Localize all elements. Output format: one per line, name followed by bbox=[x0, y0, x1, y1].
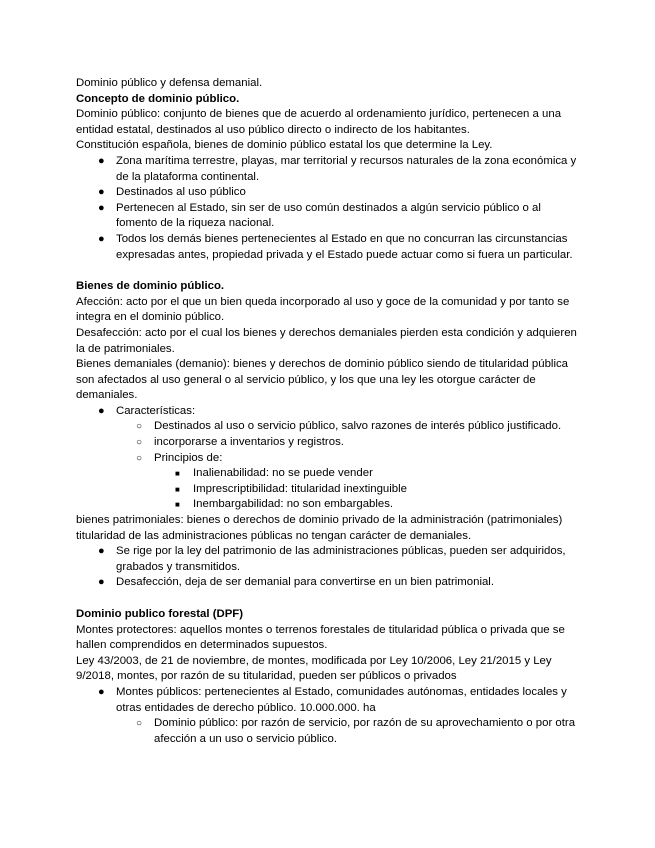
bullet-circle-icon: ○ bbox=[136, 437, 143, 449]
concept-heading: Concepto de dominio público. bbox=[76, 92, 240, 105]
list-item bbox=[76, 716, 581, 747]
bullet-disc-icon: ● bbox=[98, 685, 105, 698]
bullet-disc-icon: ● bbox=[98, 576, 105, 589]
bullet-square-icon: ■ bbox=[175, 500, 180, 510]
forestal-heading: Dominio publico forestal (DPF) bbox=[76, 608, 244, 620]
ley-montes-text: Ley 43/2003, de 21 de noviembre, de montes, modificada por Ley 10/2006, Ley 21/2015 y Ley 9/2018, montes, por razón de su titularidad, pueden ser públicos o privados bbox=[76, 654, 552, 683]
concept-constitution: Constitución española, bienes de dominio público estatal los que determine la Ley. bbox=[76, 139, 493, 152]
bullet-disc-icon: ● bbox=[98, 201, 105, 214]
bullet-disc-icon: ● bbox=[98, 154, 105, 167]
bullet-disc-icon: ● bbox=[98, 186, 105, 199]
list-item-text: Dominio público: por razón de servicio, por razón de su aprovechamiento o por otra afección a un uso o servicio público. bbox=[154, 717, 576, 745]
caracteristicas-list bbox=[76, 404, 581, 513]
concept-definition: Dominio público: conjunto de bienes que de acuerdo al ordenamiento jurídico, pertenecen a una entidad estatal, destinados al uso público directo o indirecto de los habitantes. bbox=[76, 108, 562, 136]
list-item-text: Destinados al uso público bbox=[116, 186, 246, 199]
list-item bbox=[76, 482, 581, 498]
list-item-text: Desafección, deja de ser demanial para convertirse en un bien patrimonial. bbox=[116, 576, 495, 589]
list-item-text: Zona marítima terrestre, playas, mar territorial y recursos naturales de la zona económica y de la plataforma continental. bbox=[116, 154, 577, 183]
list-item bbox=[76, 154, 581, 185]
section-gap bbox=[76, 591, 581, 607]
patrimoniales-definition: bienes patrimoniales: bienes o derechos de dominio privado de la administración (patrimoniales) titularidad de las administraciones públicas no tengan carácter de demaniales. bbox=[76, 514, 563, 542]
list-item bbox=[76, 544, 581, 575]
afeccion-definition: Afección: acto por el que un bien queda incorporado al uso y goce de la comunidad y por tanto se integra en el dominio público. bbox=[76, 295, 570, 324]
bienes-heading: Bienes de dominio público. bbox=[76, 280, 225, 293]
montes-protectores-definition: Montes protectores: aquellos montes o terrenos forestales de titularidad pública o privada que se hallen comprendidos en determinados supuestos. bbox=[76, 623, 565, 652]
list-item bbox=[76, 419, 581, 435]
list-item bbox=[76, 435, 581, 451]
list-item bbox=[76, 497, 581, 513]
patrimoniales-list bbox=[76, 544, 581, 591]
list-item-text: Inalienabilidad: no se puede vender bbox=[193, 467, 373, 480]
demaniales-definition: Bienes demaniales (demanio): bienes y derechos de dominio público siendo de titularidad pública son afectados al uso general o al servicio público, y los que una ley les otorgue carácter de demaniales. bbox=[76, 358, 568, 402]
list-item-text: Todos los demás bienes pertenecientes al Estado en que no concurran las circunstancias expresadas antes, propiedad privada y el Estado puede actuar como si fuera un particular. bbox=[116, 232, 573, 261]
list-item-text: Destinados al uso o servicio público, salvo razones de interés público justificado. bbox=[154, 420, 562, 433]
list-item bbox=[76, 451, 581, 467]
list-item-text: Montes públicos: pertenecientes al Estado, comunidades autónomas, entidades locales y otras entidades de derecho público. 10.000.000. ha bbox=[116, 685, 567, 714]
list-item bbox=[76, 185, 581, 201]
bullet-disc-icon: ● bbox=[98, 545, 105, 558]
concept-bullet-list bbox=[76, 154, 581, 263]
document-title-line: Dominio público y defensa demanial. bbox=[76, 77, 263, 89]
montes-list bbox=[76, 685, 581, 747]
list-item bbox=[76, 575, 581, 591]
bullet-circle-icon: ○ bbox=[136, 718, 143, 730]
bullet-disc-icon: ● bbox=[98, 404, 105, 417]
list-item-text: Inembargabilidad: no son embargables. bbox=[193, 498, 394, 511]
bullet-square-icon: ■ bbox=[175, 469, 180, 479]
list-item-text: Principios de: bbox=[154, 451, 223, 464]
list-item bbox=[76, 232, 581, 263]
list-item bbox=[76, 685, 581, 716]
desafeccion-definition: Desafección: acto por el cual los bienes y derechos demaniales pierden esta condición y adquieren la de patrimoniales. bbox=[76, 326, 577, 355]
bullet-square-icon: ■ bbox=[175, 484, 180, 494]
list-item-text: Se rige por la ley del patrimonio de las administraciones públicas, pueden ser adquiridos, grabados y transmitidos. bbox=[116, 545, 566, 573]
document-body bbox=[76, 76, 581, 747]
list-item-text: Pertenecen al Estado, sin ser de uso común destinados a algún servicio público o al fomento de la riqueza nacional. bbox=[116, 201, 541, 230]
list-item-text: Imprescriptibilidad: titularidad inextinguible bbox=[193, 482, 408, 495]
list-item bbox=[76, 466, 581, 482]
section-gap bbox=[76, 263, 581, 279]
list-item-text: Características: bbox=[116, 404, 196, 417]
bullet-circle-icon: ○ bbox=[136, 452, 143, 464]
list-item bbox=[76, 404, 581, 420]
list-item-text: incorporarse a inventarios y registros. bbox=[154, 436, 344, 449]
bullet-circle-icon: ○ bbox=[136, 421, 143, 433]
list-item bbox=[76, 201, 581, 232]
bullet-disc-icon: ● bbox=[98, 232, 105, 245]
